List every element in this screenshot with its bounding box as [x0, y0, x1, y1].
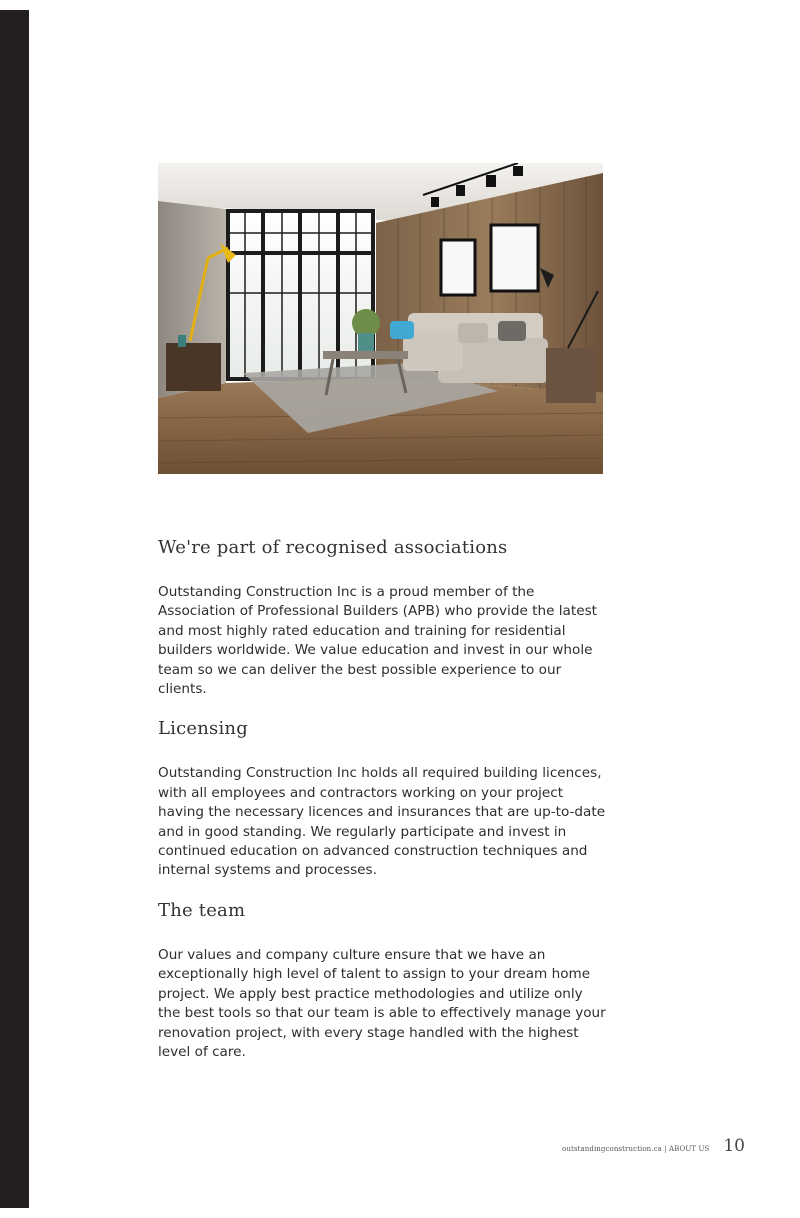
page-number: 10 — [723, 1136, 745, 1156]
section-heading: The team — [158, 899, 246, 921]
left-accent-bar — [0, 10, 29, 1208]
section-heading: We're part of recognised associations — [158, 537, 508, 558]
section-body: Outstanding Construction Inc holds all required building licences, with all employees and contractors working on your project having the necessary licences and insurances that are up-to-date and in good standing. We regularly participate and invest in continued education on advanced construction techniques and internal systems and processes. — [158, 765, 606, 879]
footer-link-text: outstandingconstruction.ca | ABOUT US — [562, 1145, 710, 1153]
section-heading: Licensing — [158, 718, 248, 740]
section-body: Outstanding Construction Inc is a proud member of the Association of Professional Builders (APB) who provide the latest and most highly rated education and training for residential builders worldwide. We value education and invest in our whole team so we can deliver the best possible experience to our clients. — [158, 584, 597, 698]
section-body: Our values and company culture ensure that we have an exceptionally high level of talent to assign to your dream home project. We apply best practice methodologies and utilize only the best tools so that our team is able to effectively manage your renovation project, with every stage handled with the highest level of care. — [158, 946, 606, 1060]
section-licensing — [158, 715, 608, 880]
living-room-photo — [158, 163, 603, 474]
content-column — [158, 534, 608, 1078]
section-team — [158, 897, 608, 1062]
page-footer — [562, 1136, 745, 1156]
section-associations — [158, 534, 608, 699]
